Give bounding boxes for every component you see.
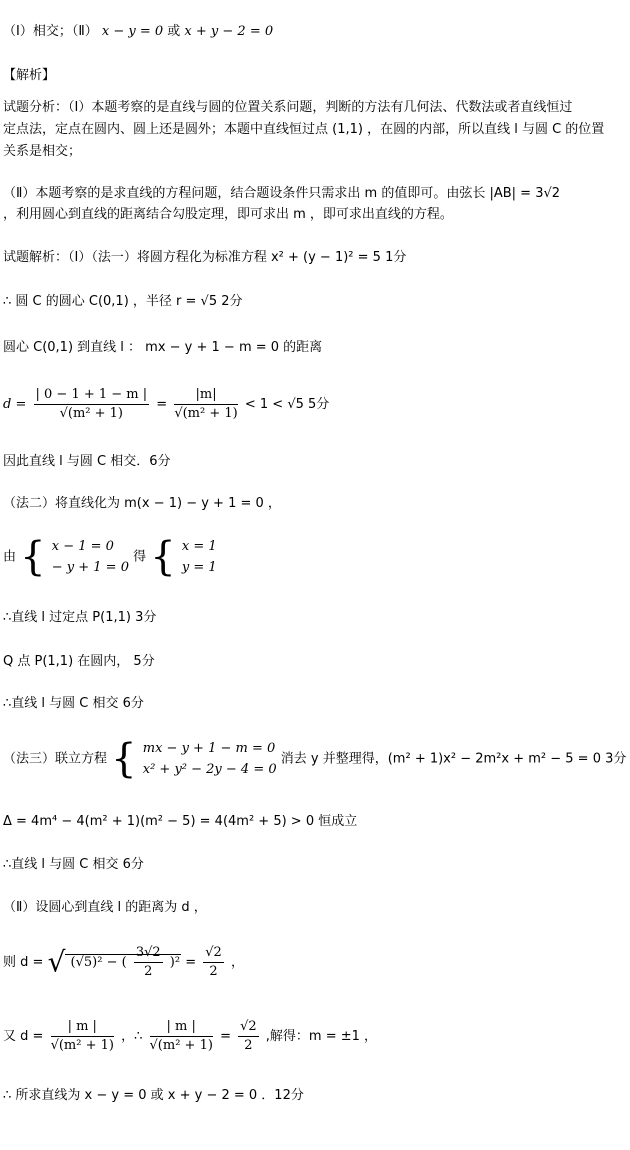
method3-label: （法三）联立方程 — [3, 751, 108, 767]
solution-x: x = 1 — [181, 539, 217, 554]
distance-part2 — [3, 944, 244, 981]
radicand — [65, 945, 181, 979]
solution-line-2: ∴ 圆 C 的圆心 C(0,1) ，半径 r = √5 2分 — [3, 294, 243, 309]
d-label: d = — [3, 397, 27, 412]
final-answer: ∴ 所求直线为 x − y = 0 或 x + y − 2 = 0 ．12分 — [3, 1088, 304, 1103]
numerator: | m | — [150, 1018, 213, 1037]
system-eq-2: − y + 1 = 0 — [51, 560, 129, 575]
quadratic: 消去 y 并整理得，(m² + 1)x² − 2m²x + m² − 5 = 0 3分 — [280, 751, 627, 767]
solution-y: y = 1 — [181, 560, 217, 575]
system-equations — [52, 536, 129, 578]
numerator: √2 — [238, 1018, 259, 1037]
therefore: ，∴ — [121, 1029, 147, 1044]
system-2 — [3, 738, 626, 780]
fraction-2 — [150, 1018, 213, 1055]
denominator: √(m² + 1) — [59, 406, 124, 421]
solution-line-12: Δ = 4m⁴ − 4(m² + 1)(m² − 5) = 4(4m² + 5) > 0 恒成立 — [3, 814, 358, 829]
solution-line-5: 因此直线 l 与圆 C 相交．6分 — [3, 454, 171, 469]
solution-line-6: （法二）将直线化为 m(x − 1) − y + 1 = 0 ， — [3, 496, 281, 511]
inequality-tail: < 1 < √5 5分 — [244, 397, 330, 412]
analysis-line-3: 关系是相交； — [3, 144, 82, 159]
analysis-line-5: ，利用圆心到直线的距离结合勾股定理，即可求出 m ，即可求出直线的方程。 — [3, 207, 453, 222]
d-label: 则 d = — [3, 955, 44, 970]
radicand-tail: )² — [169, 955, 181, 970]
fraction-1 — [51, 1018, 114, 1055]
equals: = — [185, 955, 201, 970]
answer-eq2: x + y − 2 = 0 — [184, 24, 274, 39]
equals: = — [220, 1029, 236, 1044]
answer-line — [3, 22, 273, 42]
denominator: 2 — [244, 1038, 253, 1053]
solution-line-14: （Ⅱ）设圆心到直线 l 的距离为 d ， — [3, 900, 207, 915]
solution-line-13: ∴直线 l 与圆 C 相交 6分 — [3, 857, 144, 872]
d-label: 又 d = — [3, 1029, 44, 1044]
answer-prefix: （Ⅰ）相交；（Ⅱ） — [3, 24, 98, 39]
answer-eq1: x − y = 0 — [101, 24, 164, 39]
left-brace: { — [150, 534, 176, 580]
system-equations — [143, 738, 277, 780]
solution-line-1: 试题解析：（Ⅰ）（法一）将圆方程化为标准方程 x² + (y − 1)² = 5 1分 — [3, 250, 407, 265]
fraction-3 — [238, 1018, 259, 1055]
solve-m — [3, 1018, 377, 1055]
sqrt-expression — [48, 944, 182, 981]
numerator: 3√2 — [134, 944, 163, 963]
left-brace: { — [111, 736, 137, 782]
system-eq-1: x − 1 = 0 — [51, 539, 114, 554]
analysis-line-2: 定点法，定点在圆内、圆上还是圆外；本题中直线恒过点 (1,1) ，在圆的内部，所以直线 l 与圆 C 的位置 — [3, 122, 605, 137]
system-solution — [182, 536, 217, 578]
fraction-1 — [34, 386, 150, 423]
comma: ， — [230, 955, 244, 970]
radicand-head: (√5)² − ( — [70, 955, 127, 970]
numerator: |m| — [174, 386, 237, 405]
fraction-result — [203, 944, 224, 981]
equals: = — [156, 397, 168, 412]
denominator: √(m² + 1) — [174, 406, 238, 421]
solution-line-3: 圆心 C(0,1) 到直线 l ： mx − y + 1 − m = 0 的距离 — [3, 340, 323, 355]
numerator: √2 — [203, 944, 224, 963]
de-label: 得 — [133, 549, 147, 565]
analysis-line-4: （Ⅱ）本题考察的是求直线的方程问题，结合题设条件只需求出 m 的值即可。由弦长 |AB| = 3√2 — [3, 186, 561, 201]
result: ,解得：m = ±1 ， — [265, 1029, 378, 1044]
solution-line-9: Q 点 P(1,1) 在圆内， 5分 — [3, 654, 155, 669]
denominator: 2 — [209, 964, 218, 979]
answer-or: 或 — [167, 24, 185, 39]
system-eq-1: mx − y + 1 − m = 0 — [142, 741, 276, 756]
system-eq-2: x² + y² − 2y − 4 = 0 — [142, 762, 277, 777]
denominator: √(m² + 1) — [50, 1038, 114, 1053]
you-label: 由 — [3, 549, 17, 565]
analysis-line-1: 试题分析：（Ⅰ）本题考察的是直线与圆的位置关系问题，判断的方法有几何法、代数法或者直线恒过 — [3, 100, 573, 115]
numerator: | m | — [51, 1018, 114, 1037]
sqrt-icon: √ — [47, 945, 66, 979]
fraction — [134, 944, 163, 981]
numerator: | 0 − 1 + 1 − m | — [34, 386, 150, 405]
distance-formula — [3, 386, 329, 423]
denominator: √(m² + 1) — [149, 1038, 213, 1053]
denominator: 2 — [144, 964, 153, 979]
heading: 【解析】 — [3, 68, 56, 83]
solution-line-10: ∴直线 l 与圆 C 相交 6分 — [3, 696, 144, 711]
system-1 — [3, 536, 217, 578]
solution-line-8: ∴直线 l 过定点 P(1,1) 3分 — [3, 610, 157, 625]
fraction-2 — [174, 386, 237, 423]
left-brace: { — [20, 534, 46, 580]
